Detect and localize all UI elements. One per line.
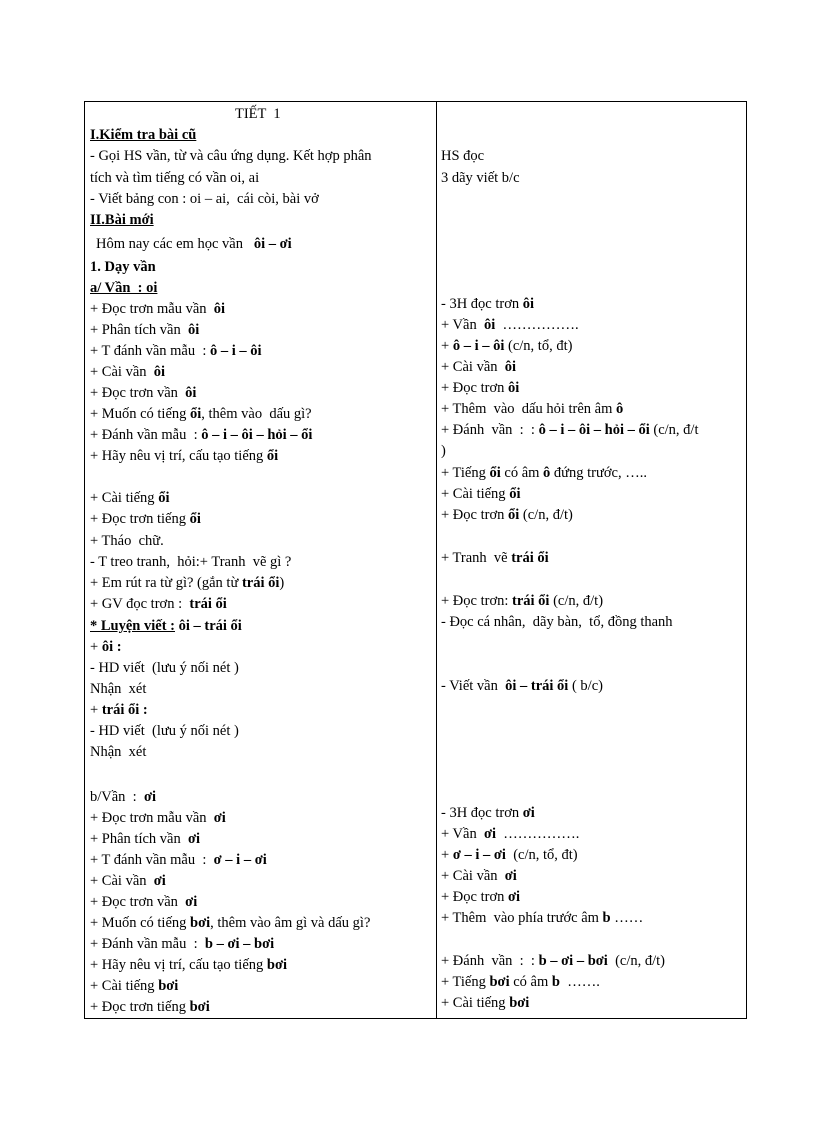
right-line xyxy=(441,315,579,336)
left-line xyxy=(90,531,164,552)
left-line xyxy=(90,658,239,679)
text-segment: + T đánh vần mẫu : xyxy=(90,852,214,868)
right-line xyxy=(441,993,529,1014)
right-line xyxy=(441,357,516,378)
text-segment: + Hãy nêu vị trí, cấu tạo tiếng xyxy=(90,957,267,973)
text-segment: Nhận xét xyxy=(90,681,147,697)
text-segment: - Viết bảng con : oi – ai, cái còi, bài vở xyxy=(90,191,319,207)
left-line xyxy=(90,552,291,573)
text-segment: trái ổi xyxy=(241,575,280,591)
text-segment: + Đọc trơn vần xyxy=(90,894,186,910)
text-segment: + Hãy nêu vị trí, cấu tạo tiếng xyxy=(90,448,267,464)
left-line xyxy=(90,383,196,404)
text-segment: (c/n, đ/t) xyxy=(549,593,604,609)
text-segment: ơi xyxy=(508,889,521,905)
text-segment: trái ổi xyxy=(512,593,550,609)
text-segment: …… xyxy=(610,910,644,926)
text-segment: ôi xyxy=(185,385,197,401)
text-segment: ……. xyxy=(559,974,600,990)
right-line xyxy=(441,336,572,357)
right-line xyxy=(441,484,520,505)
text-segment: ôi : xyxy=(101,639,122,655)
left-line xyxy=(90,404,312,425)
text-segment: ôi xyxy=(213,301,226,317)
text-segment: ( b/c) xyxy=(568,678,603,694)
text-segment: ổi xyxy=(190,406,202,422)
text-segment: ổi xyxy=(158,490,170,506)
text-segment: + Đánh vần : : xyxy=(441,422,539,438)
right-line xyxy=(441,845,578,866)
text-segment: ôi xyxy=(508,380,520,396)
right-line xyxy=(441,824,579,845)
text-segment: - Đọc cá nhân, dãy bàn, tổ, đồng thanh xyxy=(441,614,673,630)
text-segment: bơi xyxy=(158,978,179,994)
right-line xyxy=(441,420,699,441)
right-line xyxy=(441,146,484,167)
text-segment: + Cài vần xyxy=(90,364,154,380)
text-segment: ổi xyxy=(266,448,279,464)
text-segment: ổi xyxy=(489,465,501,481)
text-segment: + Đánh vần mẫu : xyxy=(90,936,205,952)
left-line xyxy=(90,488,169,509)
left-line xyxy=(90,425,312,446)
left-line xyxy=(90,257,156,278)
text-segment: (c/n, tổ, đt) xyxy=(505,847,578,863)
text-segment: ổi xyxy=(509,486,521,502)
text-segment: + GV đọc trơn : xyxy=(90,596,190,612)
text-segment: + Cài tiếng xyxy=(90,978,159,994)
text-segment: ơi xyxy=(143,789,157,805)
text-segment: HS đọc xyxy=(441,148,485,164)
left-line xyxy=(90,976,178,997)
text-segment: + Tháo chữ. xyxy=(90,533,164,549)
text-segment: I.Kiểm tra bài cũ xyxy=(90,127,197,143)
text-segment: II.Bài mới xyxy=(90,212,154,228)
left-line xyxy=(90,955,287,976)
text-segment: ơi xyxy=(483,826,497,842)
text-segment: ơi xyxy=(522,805,535,821)
text-segment: + xyxy=(90,639,102,655)
right-line xyxy=(441,866,517,887)
right-line xyxy=(441,591,603,612)
text-segment: ô – i – ôi xyxy=(210,343,262,359)
text-segment: ơi xyxy=(153,873,166,889)
text-segment: , thêm vào dấu gì? xyxy=(201,406,312,422)
text-segment: ) xyxy=(441,443,446,459)
text-segment: trái ổi xyxy=(189,596,227,612)
text-segment: + Muốn có tiếng xyxy=(90,406,190,422)
text-segment: ơi xyxy=(504,868,517,884)
text-segment: + Đánh vần : : xyxy=(441,953,539,969)
text-segment: ơi xyxy=(187,831,201,847)
text-segment: trái ổi xyxy=(511,550,549,566)
text-segment: - 3H đọc trơn xyxy=(441,805,523,821)
text-segment: + Tiếng xyxy=(441,465,490,481)
text-segment: ôi xyxy=(522,296,535,312)
right-line xyxy=(441,505,573,526)
text-segment: + Cài vần xyxy=(441,868,505,884)
text-segment: ôi – trái ổi xyxy=(174,618,242,634)
text-segment: đứng trước, ….. xyxy=(550,465,647,481)
text-segment: + Vần xyxy=(441,317,484,333)
text-segment: + Đọc trơn xyxy=(441,380,508,396)
text-segment: bơi xyxy=(189,999,210,1015)
text-segment: có âm xyxy=(500,465,544,481)
text-segment: ơi xyxy=(185,894,198,910)
text-segment: ) xyxy=(279,575,285,591)
left-line xyxy=(90,913,370,934)
text-segment: bơi xyxy=(266,957,288,973)
text-segment: ổi xyxy=(508,507,520,523)
left-line xyxy=(90,742,146,763)
left-line xyxy=(90,573,284,594)
text-segment: 3 dãy viết b/c xyxy=(441,170,520,186)
text-segment: ôi – ơi xyxy=(253,236,292,252)
left-line xyxy=(90,934,274,955)
text-segment: b – ơi – bơi xyxy=(204,936,275,952)
text-segment: ô – i – ôi – hỏi – ổi xyxy=(538,422,650,438)
text-segment: ôi xyxy=(483,317,496,333)
text-segment: + Đọc trơn tiếng xyxy=(90,999,190,1015)
text-segment: + xyxy=(441,847,453,863)
text-segment: - 3H đọc trơn xyxy=(441,296,523,312)
right-line xyxy=(441,676,603,697)
left-line xyxy=(90,299,225,320)
text-segment: * Luyện viết : xyxy=(90,618,175,634)
right-line xyxy=(441,951,665,972)
text-segment: + Thêm vào dấu hỏi trên âm xyxy=(441,401,617,417)
left-line xyxy=(90,700,148,721)
text-segment: - T treo tranh, hỏi:+ Tranh vẽ gì ? xyxy=(90,554,292,570)
right-line xyxy=(441,294,534,315)
text-segment: ô xyxy=(543,465,551,481)
text-segment: - HD viết (lưu ý nối nét ) xyxy=(90,723,239,739)
left-line xyxy=(90,808,226,829)
left-line xyxy=(90,892,197,913)
text-segment: ơ – i – ơi xyxy=(452,847,506,863)
left-line xyxy=(90,679,146,700)
right-line xyxy=(441,612,673,633)
left-line xyxy=(90,997,210,1018)
right-line xyxy=(441,463,647,484)
text-segment: + xyxy=(90,702,102,718)
text-segment: - Viết vần xyxy=(441,678,506,694)
left-line xyxy=(90,594,227,615)
text-segment: + Em rút ra từ gì? (gắn từ xyxy=(90,575,242,591)
text-segment: TIẾT 1 xyxy=(235,106,281,122)
text-segment: + Đọc trơn mẫu vần xyxy=(90,810,214,826)
left-line xyxy=(90,210,154,231)
right-line xyxy=(441,887,520,908)
right-line xyxy=(441,399,623,420)
text-segment: + Đọc trơn tiếng xyxy=(90,511,190,527)
text-segment: + Đọc trơn mẫu vần xyxy=(90,301,214,317)
text-segment: ……………. xyxy=(496,826,580,842)
text-segment: + Cài vần xyxy=(441,359,505,375)
left-line xyxy=(90,871,166,892)
text-segment: b xyxy=(602,910,611,926)
left-line xyxy=(90,168,259,189)
text-segment: ôi xyxy=(504,359,517,375)
text-segment: tích và tìm tiếng có vần oi, ai xyxy=(90,170,260,186)
text-segment: + Muốn có tiếng xyxy=(90,915,190,931)
text-segment: (c/n, đ/t) xyxy=(607,953,666,969)
text-segment: (c/n, tổ, đt) xyxy=(504,338,573,354)
left-line xyxy=(90,320,199,341)
left-line xyxy=(90,446,278,467)
text-segment: + T đánh vần mẫu : xyxy=(90,343,211,359)
text-segment: có âm xyxy=(509,974,552,990)
text-segment: + Thêm vào phía trước âm xyxy=(441,910,603,926)
left-line xyxy=(90,189,319,210)
text-segment: + Vần xyxy=(441,826,484,842)
text-segment: 1. Dạy vần xyxy=(90,259,156,275)
text-segment: bơi xyxy=(489,974,510,990)
left-line xyxy=(96,234,292,255)
left-line xyxy=(90,362,165,383)
left-line xyxy=(90,341,262,362)
text-segment: ……………. xyxy=(495,317,579,333)
left-line xyxy=(90,637,122,658)
text-segment: Hôm nay các em học vần xyxy=(96,236,254,252)
left-line xyxy=(90,616,242,637)
text-segment: ô xyxy=(616,401,624,417)
left-line xyxy=(90,509,201,530)
text-segment: a/ Vần : oi xyxy=(90,280,158,296)
left-line xyxy=(90,125,196,146)
text-segment: + Đánh vần mẫu : xyxy=(90,427,202,443)
text-segment: ôi – trái ổi xyxy=(505,678,569,694)
text-segment: ôi xyxy=(153,364,166,380)
text-segment: , thêm vào âm gì và dấu gì? xyxy=(210,915,371,931)
text-segment: bơi xyxy=(509,995,530,1011)
text-segment: - HD viết (lưu ý nối nét ) xyxy=(90,660,239,676)
left-line xyxy=(90,146,372,167)
teacher-column xyxy=(90,102,432,1018)
left-line xyxy=(90,787,156,808)
right-line xyxy=(441,908,643,929)
text-segment: + Tiếng xyxy=(441,974,490,990)
text-segment: + Phân tích vần xyxy=(90,322,188,338)
lesson-table xyxy=(84,101,747,1019)
text-segment: + Tranh vẽ xyxy=(441,550,512,566)
text-segment: + Cài tiếng xyxy=(441,995,510,1011)
right-line xyxy=(441,803,535,824)
text-segment: + Đọc trơn xyxy=(441,889,508,905)
text-segment: ổi xyxy=(189,511,201,527)
left-line xyxy=(90,850,267,871)
text-segment: ô – i – ôi – hỏi – ổi xyxy=(201,427,313,443)
text-segment: trái ổi : xyxy=(101,702,148,718)
text-segment: + Đọc trơn: xyxy=(441,593,513,609)
text-segment: bơi xyxy=(190,915,211,931)
text-segment: + Cài tiếng xyxy=(441,486,510,502)
text-segment: (c/n, đ/t xyxy=(649,422,699,438)
text-segment: ôi xyxy=(187,322,200,338)
right-line xyxy=(441,972,600,993)
column-divider xyxy=(436,102,437,1018)
left-line xyxy=(90,721,239,742)
right-line xyxy=(441,441,446,462)
text-segment: (c/n, đ/t) xyxy=(519,507,573,523)
text-segment: + xyxy=(441,338,453,354)
text-segment: ơ – i – ơi xyxy=(213,852,267,868)
text-segment: ơi xyxy=(213,810,226,826)
left-line xyxy=(90,829,200,850)
text-segment: ô – i – ôi xyxy=(452,338,505,354)
right-line xyxy=(441,378,519,399)
text-segment: + Cài tiếng xyxy=(90,490,159,506)
text-segment: + Phân tích vần xyxy=(90,831,188,847)
text-segment: + Đọc trơn xyxy=(441,507,508,523)
text-segment: + Cài vần xyxy=(90,873,154,889)
text-segment: Nhận xét xyxy=(90,744,147,760)
right-line xyxy=(441,168,520,189)
text-segment: b – ơi – bơi xyxy=(538,953,608,969)
student-column xyxy=(441,102,741,1018)
left-line xyxy=(235,104,281,125)
text-segment: + Đọc trơn vần xyxy=(90,385,186,401)
left-line xyxy=(90,278,157,299)
right-line xyxy=(441,548,549,569)
text-segment: b/Vần : xyxy=(90,789,144,805)
text-segment: - Gọi HS vần, từ và câu ứng dụng. Kết hợp phân xyxy=(90,148,372,164)
text-segment: b xyxy=(551,974,560,990)
